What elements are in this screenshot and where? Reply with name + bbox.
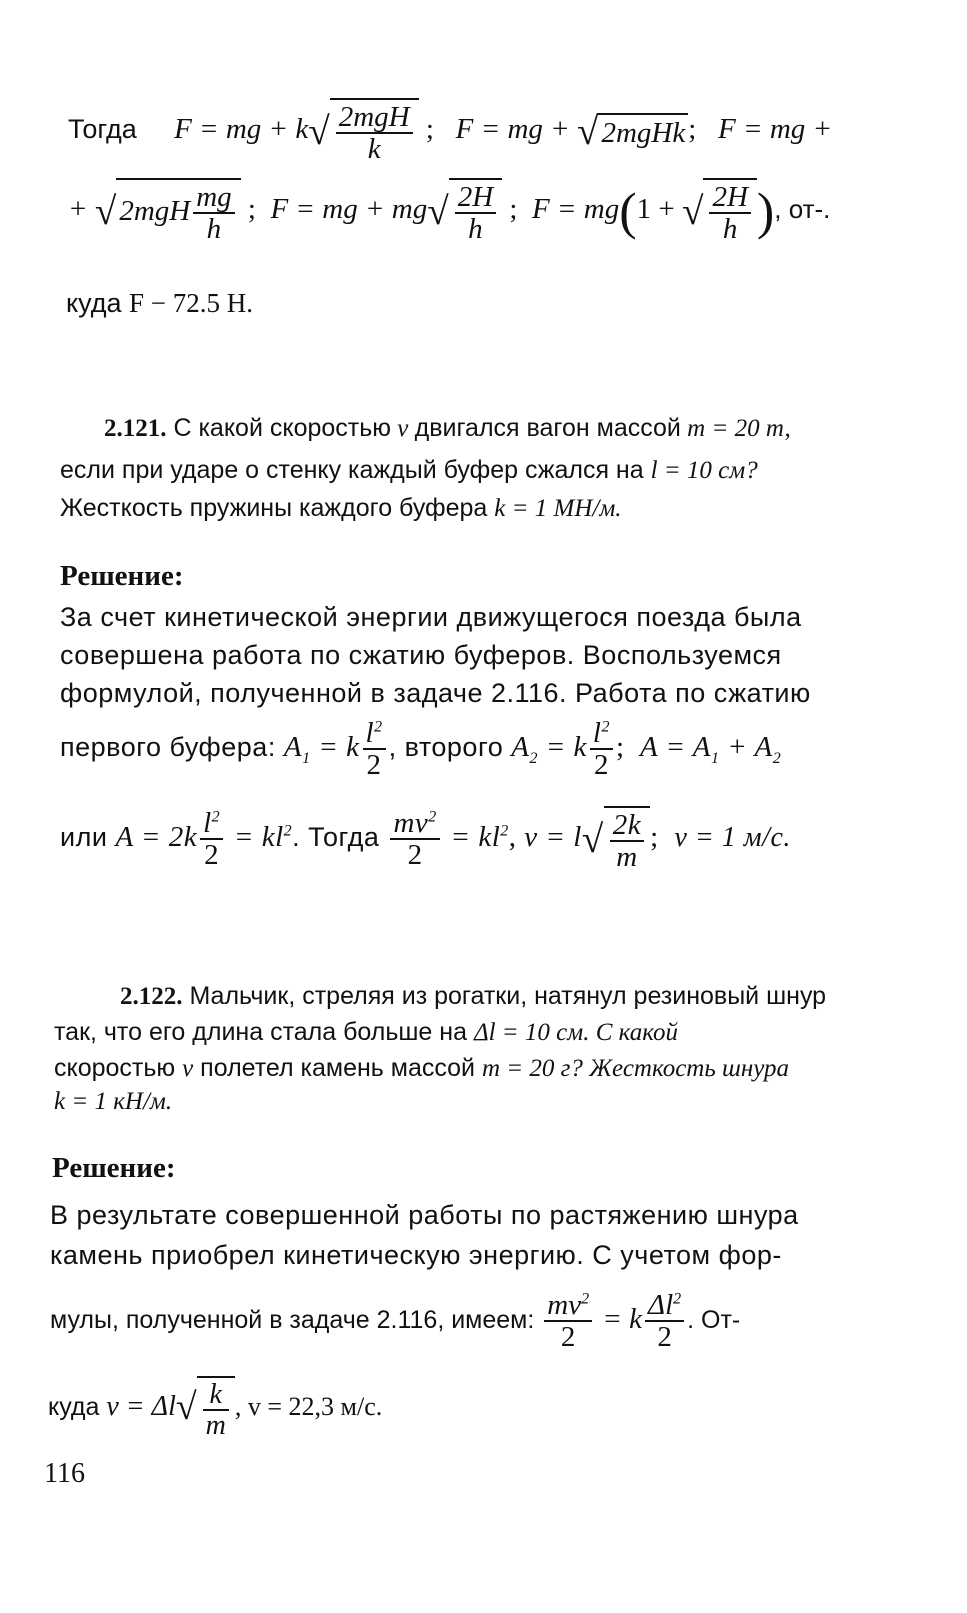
problem-2-122-line-4: k = 1 кН/м. xyxy=(54,1088,173,1115)
formula-line-2: + √ 2mgH $\frac{mg}{h}$ ; F = mg + mg√ $\frac{2H}{h}$ ; F = mg(1 + √ $\frac{2H}{h}$ ), от-. xyxy=(68,178,830,245)
problem-2-121-line-1: 2.121. С какой скоростью v двигался вагон массой m = 20 т, xyxy=(104,414,791,442)
page-number: 116 xyxy=(44,1458,85,1489)
then-word: Тогда xyxy=(68,114,137,145)
problem-2-121-line-2: если при ударе о стенку каждый буфер сжался на l = 10 см? xyxy=(60,456,758,484)
solution-2-121-line-3: формулой, полученной в задаче 2.116. Работа по сжатию xyxy=(60,678,811,708)
problem-2-122-line-3: скоростью v полетел камень массой m = 20 г? Жесткость шнура xyxy=(54,1054,790,1082)
solution-label-2-121: Решение: xyxy=(60,560,184,592)
solution-2-122-line-2: камень приобрел кинетическую энергию. С учетом фор- xyxy=(50,1240,782,1270)
problem-2-122-line-2: так, что его длина стала больше на Δl = 10 см. С какой xyxy=(54,1018,678,1046)
formula-line-1: Тогда F = mg + k√ $\frac{\text{2mgH}}{k}$ ; F = mg + √ 2mgHk ; F = mg + xyxy=(68,98,832,165)
solution-2-121-line-2: совершена работа по сжатию буферов. Воспользуемся xyxy=(60,640,782,670)
solution-2-121-line-5: или A = 2k $\frac{l^2}{2}$ = $kl^2$. Тогда $\frac{mv^2}{2}$ = $kl^2$, v = l√ $\frac{2k}{m}$ ; v = 1 м/с. xyxy=(60,807,791,874)
problem-2-121-line-3: Жесткость пружины каждого буфера k = 1 МН/м. xyxy=(60,494,622,522)
solution-2-122-line-4: куда v = Δl√ $\frac{k}{m}$ , v = 22,3 м/с. xyxy=(48,1376,382,1441)
solution-2-121-line-1: За счет кинетической энергии движущегося поезда была xyxy=(60,602,802,632)
result-line: куда F − 72.5 Н. xyxy=(66,288,254,318)
solution-2-122-line-1: В результате совершенной работы по растяжению шнура xyxy=(50,1200,799,1230)
solution-2-122-line-3: мулы, полученной в задаче 2.116, имеем: $\frac{mv^2}{2}$ = k $\frac{\Delta l^2}{2}$ . От- xyxy=(50,1289,741,1354)
problem-2-122-line-1: 2.122. Мальчик, стреляя из рогатки, натянул резиновый шнур xyxy=(120,982,827,1010)
solution-label-2-122: Решение: xyxy=(52,1152,176,1184)
solution-2-121-line-4: первого буфера: $A_1 = k$ $\frac{l^2}{2}$ , второго $A_2 = k$ $\frac{l^2}{2}$ ; $A = A_1 + A_2$ xyxy=(60,717,782,782)
